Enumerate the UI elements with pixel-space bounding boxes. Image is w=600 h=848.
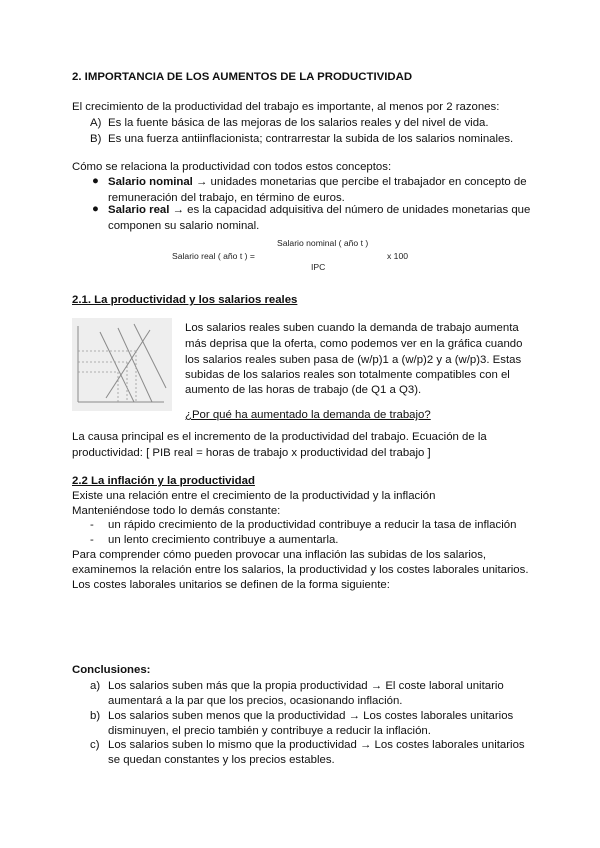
dash-marker: - (90, 534, 94, 546)
paragraph-line: más deprisa que la oferta, como podemos ver en la gráfica cuando (185, 338, 523, 350)
dash-item: un rápido crecimiento de la productividad contribuye a reducir la tasa de inflación (108, 519, 517, 531)
paragraph-line: Los salarios reales suben cuando la demanda de trabajo aumenta (185, 322, 519, 334)
conclusion-marker: a) (90, 680, 101, 692)
bullet-line (108, 176, 527, 188)
conclusion-line: se quedan constantes y los precios estables. (108, 754, 335, 766)
bullet-term: Salario nominal (108, 176, 193, 188)
supply-curve (106, 330, 150, 398)
paragraph-line: aumento de las horas de trabajo (de Q1 a Q3). (185, 384, 422, 396)
bullet-continuation: remuneración del trabajo, en término de euros. (108, 192, 345, 204)
subsection-title: 2.2 La inflación y la productividad (72, 475, 255, 487)
bullet-dot: ● (92, 203, 99, 215)
subsection-title: 2.1. La productividad y los salarios reales (72, 294, 298, 306)
conclusion-line: Los salarios suben lo mismo que la productividad → Los costes laborales unitarios (108, 739, 525, 751)
formula-multiplier: x 100 (387, 251, 409, 261)
body-line: Para comprender cómo pueden provocar una inflación las subidas de los salarios, (72, 549, 487, 561)
demand-curve (118, 328, 152, 402)
section-title: 2. IMPORTANCIA DE LOS AUMENTOS DE LA PRODUCTIVIDAD (72, 71, 413, 83)
demand-curve (100, 332, 134, 402)
reason-text: Es la fuente básica de las mejoras de los salarios reales y del nivel de vida. (108, 117, 489, 129)
body-line: Los costes laborales unitarios se definen de la forma siguiente: (72, 579, 390, 591)
formula-left: Salario real ( año t ) = (172, 251, 255, 261)
cause-line: La causa principal es el incremento de la productividad del trabajo. Ecuación de la (72, 431, 487, 443)
reason-marker: A) (90, 117, 102, 129)
reason-text: Es una fuerza antiinflacionista; contrarrestar la subida de los salarios nominales. (108, 133, 514, 145)
body-line: Manteniéndose todo lo demás constante: (72, 505, 281, 517)
conclusion-marker: c) (90, 739, 100, 751)
dash-item: un lento crecimiento contribuye a aumentarla. (108, 534, 339, 546)
reason-marker: B) (90, 133, 102, 145)
demand-curve (134, 324, 166, 388)
intro-text: El crecimiento de la productividad del trabajo es importante, al menos por 2 razones: (72, 101, 500, 113)
relation-intro: Cómo se relaciona la productividad con todos estos conceptos: (72, 161, 392, 173)
paragraph-line: subidas de los salarios reales son totalmente compatibles con el (185, 369, 510, 381)
conclusion-line: aumentará a la par que los precios, ocasionando inflación. (108, 695, 403, 707)
dash-marker: - (90, 519, 94, 531)
bullet-term: Salario real (108, 204, 170, 216)
formula-denominator: IPC (311, 262, 326, 272)
bullet-definition: → es la capacidad adquisitiva del número de unidades monetarias que (169, 204, 531, 216)
bullet-definition: → unidades monetarias que percibe el trabajador en concepto de (192, 176, 527, 188)
conclusion-line: disminuyen, el precio también y contribuye a reducir la inflación. (108, 725, 431, 737)
conclusion-marker: b) (90, 710, 101, 722)
bullet-dot: ● (92, 175, 99, 187)
bullet-line (108, 204, 530, 216)
conclusion-line: Los salarios suben menos que la productividad → Los costes laborales unitarios (108, 710, 514, 722)
question-text: ¿Por qué ha aumentado la demanda de trabajo? (185, 409, 431, 421)
paragraph-line: los salarios reales suben pasa de (w/p)1 a (w/p)2 y a (w/p)3. Estas (185, 354, 522, 366)
cause-line: productividad: [ PIB real = horas de trabajo x productividad del trabajo ] (72, 447, 431, 459)
body-line: Existe una relación entre el crecimiento de la productividad y la inflación (72, 490, 436, 502)
conclusions-title: Conclusiones: (72, 664, 151, 676)
body-line: examinemos la relación entre los salarios, la productividad y los costes laborales unitarios. (72, 564, 529, 576)
formula-numerator: Salario nominal ( año t ) (277, 238, 369, 248)
bullet-continuation: componen su salario nominal. (108, 220, 260, 232)
conclusion-line: Los salarios suben más que la propia productividad → El coste laboral unitario (108, 680, 504, 692)
supply-demand-chart (72, 318, 172, 411)
labor-market-graph (72, 318, 172, 411)
